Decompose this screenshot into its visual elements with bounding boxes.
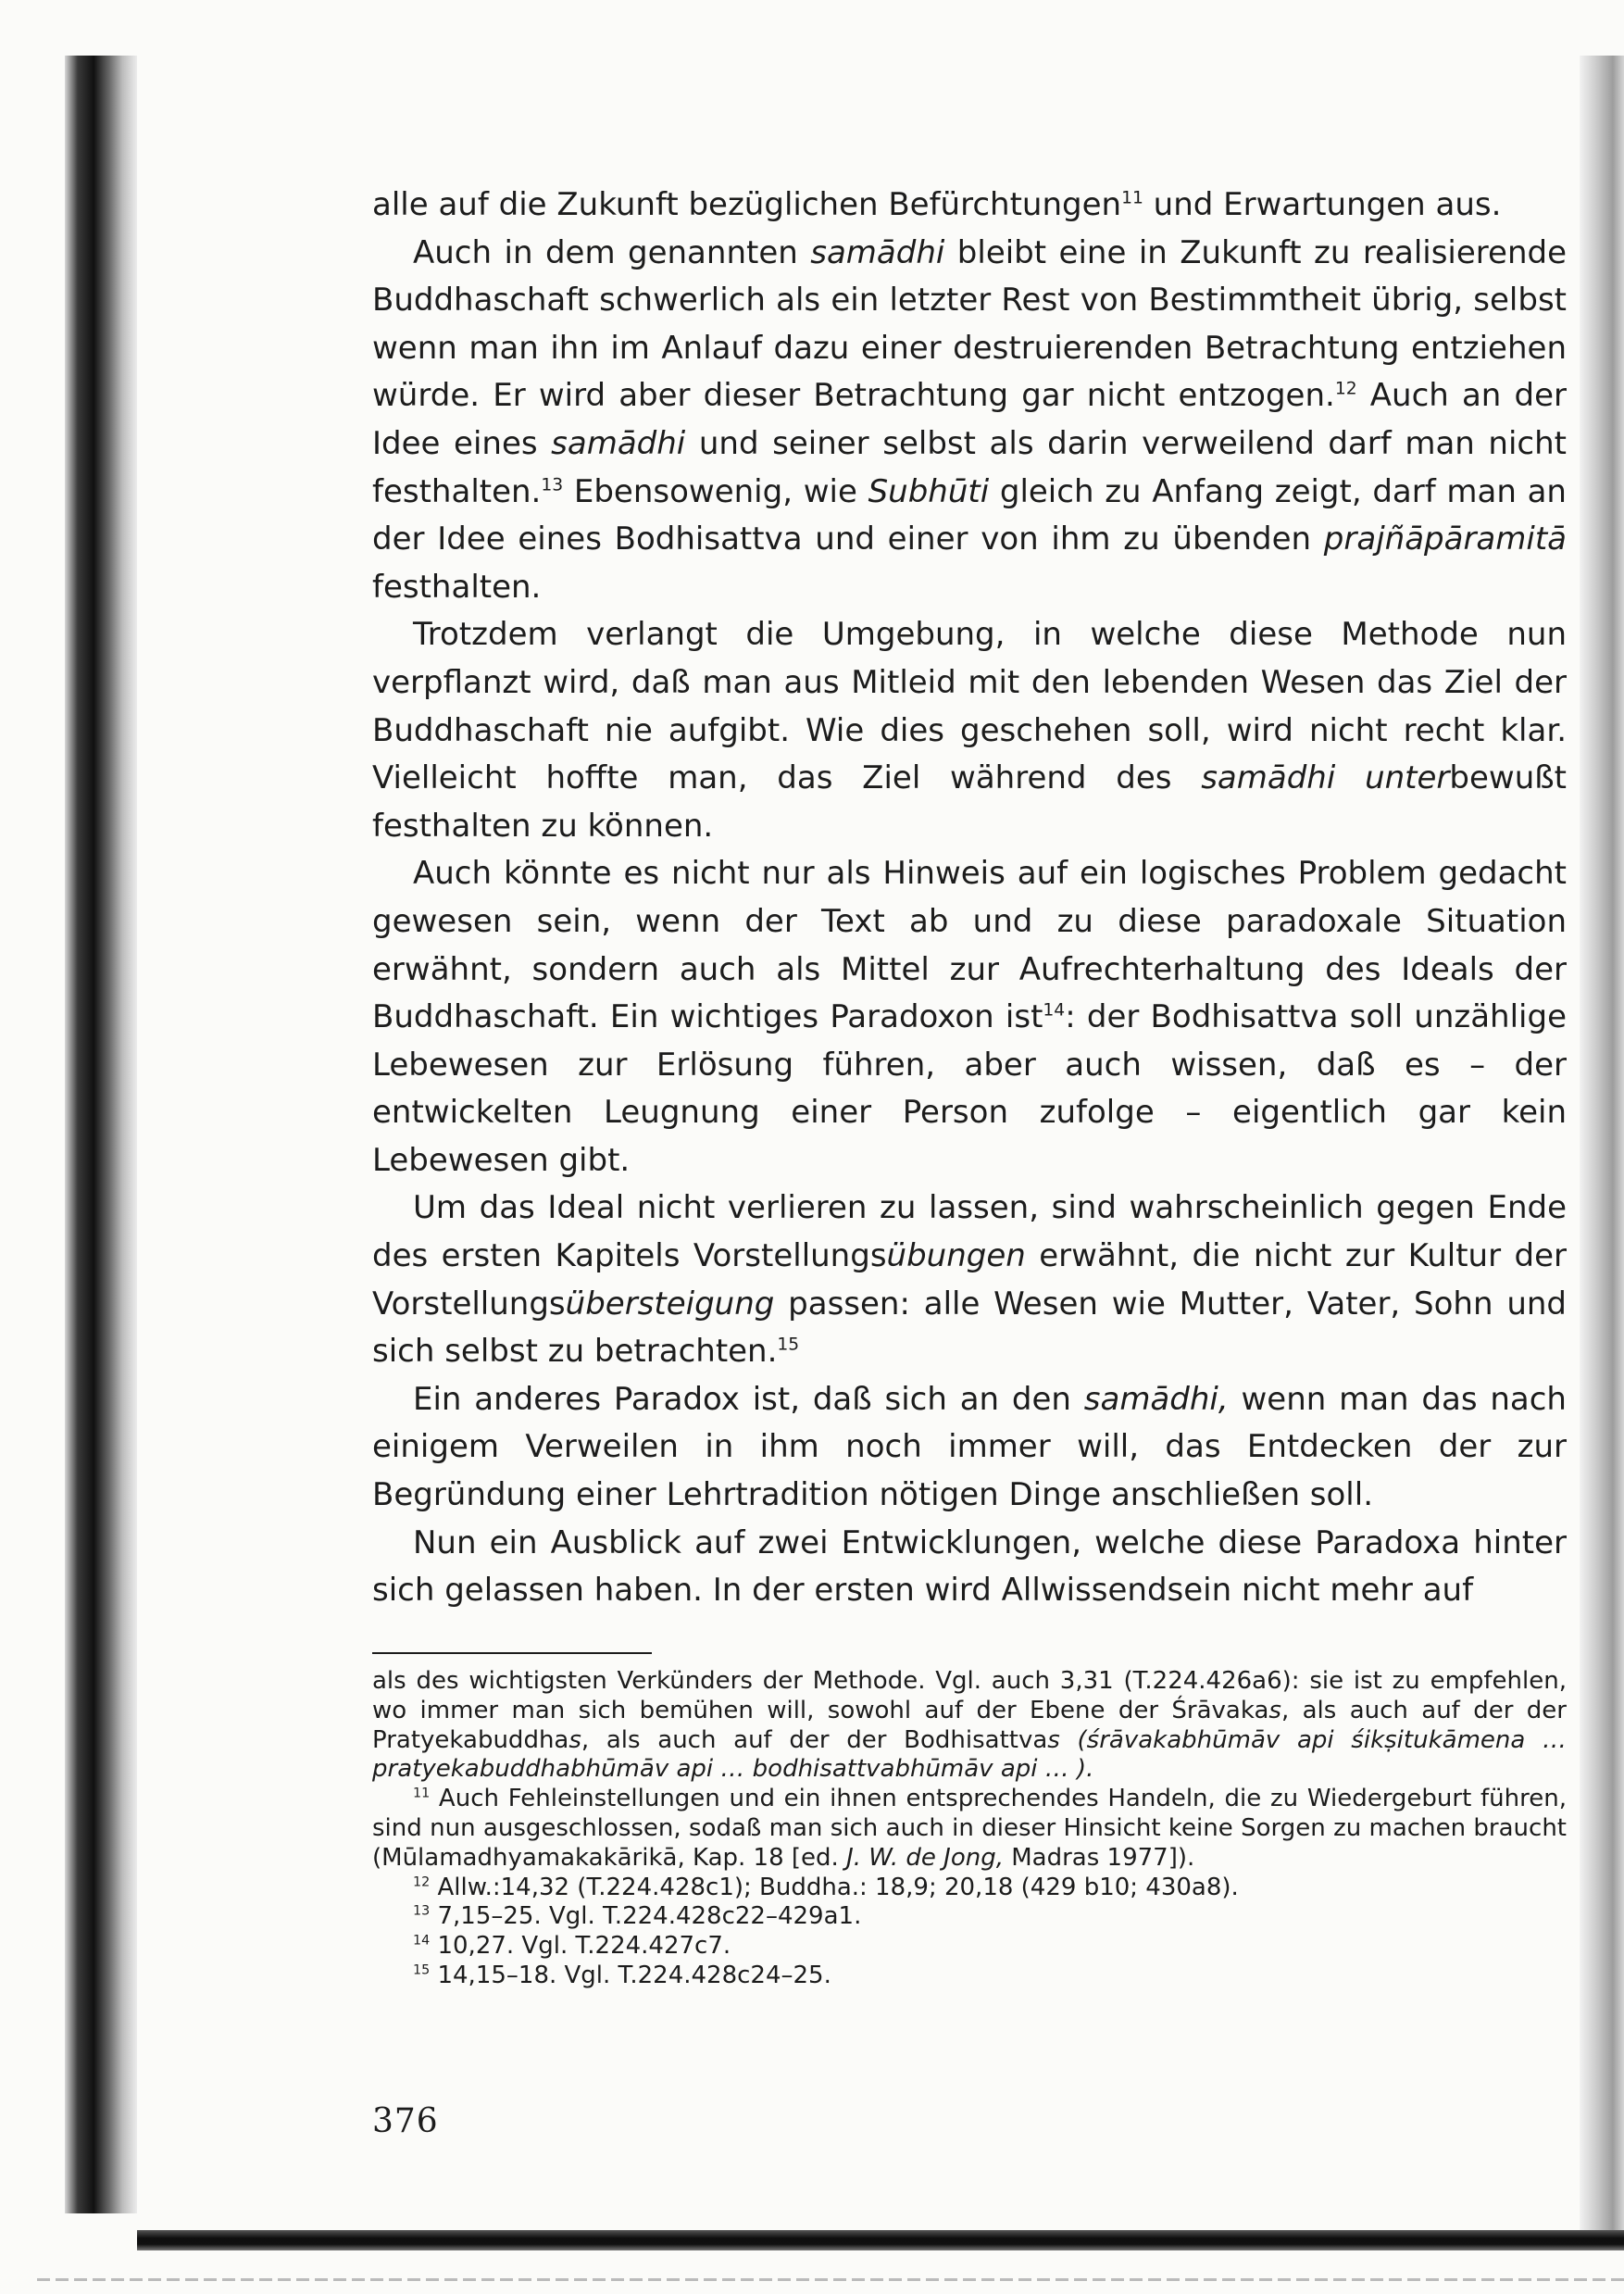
footnote-number: 14 bbox=[413, 1933, 431, 1949]
footnote-ref-15: 15 bbox=[777, 1335, 800, 1355]
italic-term: Subhūti bbox=[868, 472, 990, 510]
footnote-12 bbox=[372, 1874, 1567, 1903]
text-run: Um das Ideal nicht verlieren zu lassen, sind wahrscheinlich gegen Ende des ersten Kapitels Vorstellungs bbox=[372, 1189, 1567, 1275]
paragraph-7 bbox=[372, 1520, 1567, 1615]
text-run: erwähnt, die nicht zur Kultur der Vorstellungs bbox=[372, 1237, 1567, 1322]
footnote-ref-12: 12 bbox=[1334, 380, 1357, 400]
text-run: 7,15–25. Vgl. T.224.428c22–429a1. bbox=[430, 1902, 862, 1931]
footnote-number: 12 bbox=[413, 1874, 431, 1889]
page-number: 376 bbox=[372, 2102, 439, 2140]
paragraph-5 bbox=[372, 1185, 1567, 1375]
bottom-scan-dots bbox=[37, 2278, 1624, 2281]
text-run: , als auch auf der der Pratyekabuddha bbox=[372, 1696, 1567, 1754]
footnote-ref-14: 14 bbox=[1043, 1000, 1066, 1021]
text-run: als des wichtigsten Verkünders der Methode. Vgl. auch 3,31 (T.224.426a6): sie ist zu empfehlen, wo immer man sich bemühen will, sowohl auf der Ebene der Śrāvaka bbox=[372, 1667, 1567, 1724]
footnote-rule bbox=[372, 1652, 652, 1654]
paragraph-2 bbox=[372, 230, 1567, 612]
text-run: 10,27. Vgl. T.224.427c7. bbox=[430, 1932, 731, 1961]
text-run: Nun ein Ausblick auf zwei Entwicklungen, welche diese Paradoxa hinter sich gelassen haben. In der ersten wird Allwissendsein nicht mehr auf bbox=[372, 1523, 1567, 1610]
text-run: Auch könnte es nicht nur als Hinweis auf ein logisches Problem gedacht gewesen sein, wenn der Text ab und zu diese paradoxale Situation erwähnt, sondern auch als Mittel zur Aufrechterhaltung des Ideals der Buddhaschaft. Ein wichtiges Paradoxon ist bbox=[372, 855, 1567, 1036]
italic-term: unter bbox=[1365, 759, 1450, 797]
text-run: , als auch auf der der Bodhisattva bbox=[581, 1725, 1048, 1754]
binding-shadow bbox=[65, 56, 137, 2213]
footnote-13 bbox=[372, 1902, 1567, 1932]
footnote-11 bbox=[372, 1785, 1567, 1873]
footnote-number: 13 bbox=[413, 1903, 431, 1919]
footnote-number: 15 bbox=[413, 1962, 431, 1978]
italic-term: (śrāvakabhūmāv api śikṣitukāmena … pratyekabuddhabhūmāv api … bodhisattvabhūmāv api … ). bbox=[372, 1725, 1567, 1784]
text-run: Auch Fehleinstellungen und ein ihnen entsprechendes Handeln, die zu Wiedergeburt führen, sind nun ausgeschlossen, sodaß man sich auch in dieser Hinsicht keine Sorgen zu machen braucht (Mūlamadhyamakakārikā, Kap. 18 [ed. bbox=[372, 1785, 1567, 1872]
text-run: bleibt eine in Zukunft zu realisierende Buddhaschaft schwerlich als ein letzter Rest von Bestimmtheit übrig, selbst wenn man ihn im Anlauf dazu einer destruierenden Betrachtung entziehen würde. Er wird aber dieser Betrachtung gar nicht entzogen. bbox=[372, 233, 1567, 415]
footnote-ref-13: 13 bbox=[541, 475, 564, 495]
footnote-15 bbox=[372, 1962, 1567, 1991]
paragraph-3 bbox=[372, 611, 1567, 850]
text-run: Auch in dem genannten bbox=[413, 233, 811, 271]
page-edge-shadow bbox=[1580, 56, 1624, 2241]
italic-term: s bbox=[1047, 1725, 1060, 1754]
bottom-scan-border bbox=[137, 2230, 1624, 2250]
italic-term: J. W. de Jong, bbox=[846, 1843, 1004, 1872]
italic-term: prajñāpāramitā bbox=[1323, 520, 1567, 558]
text-run: festhalten. bbox=[372, 568, 542, 606]
italic-term: samādhi bbox=[810, 233, 945, 271]
italic-term: samādhi bbox=[1201, 759, 1336, 797]
italic-term: s bbox=[1268, 1696, 1281, 1724]
text-run: und seiner selbst als darin verweilend darf man nicht festhalten. bbox=[372, 424, 1567, 510]
footnote-ref-11: 11 bbox=[1121, 188, 1143, 208]
footnote-number: 11 bbox=[413, 1786, 431, 1801]
text-run: Trotzdem verlangt die Umgebung, in welche diese Methode nun verpflanzt wird, daß man aus Mitleid mit den lebenden Wesen das Ziel der Buddhaschaft nie aufgibt. Wie dies geschehen soll, wird nicht recht klar. Vielleicht hoffte man, das Ziel während des bbox=[372, 616, 1567, 797]
italic-term: übersteigung bbox=[565, 1285, 775, 1322]
text-run: Ein anderes Paradox ist, daß sich an den bbox=[413, 1380, 1084, 1418]
text-run: bewußt festhalten zu können. bbox=[372, 759, 1567, 845]
paragraph-1 bbox=[372, 182, 1567, 230]
footnote-continuation bbox=[372, 1667, 1567, 1785]
text-run: Auch an der Idee eines bbox=[372, 377, 1567, 462]
text-run: gleich zu Anfang zeigt, darf man an der Idee eines Bodhisattva und einer von ihm zu übenden bbox=[372, 472, 1567, 558]
text-run: passen: alle Wesen wie Mutter, Vater, Sohn und sich selbst zu betrachten. bbox=[372, 1285, 1567, 1371]
text-run: wenn man das nach einigem Verweilen in ihm noch immer will, das Entdecken der zur Begründung einer Lehrtradition nötigen Dinge anschließen soll. bbox=[372, 1380, 1567, 1514]
footnote-14 bbox=[372, 1932, 1567, 1962]
text-run: : der Bodhisattva soll unzählige Lebewesen zur Erlösung führen, aber auch wissen, daß es – der entwickelten Leugnung einer Person zufolge – eigentlich gar kein Lebewesen gibt. bbox=[372, 998, 1567, 1179]
italic-term: übungen bbox=[886, 1237, 1026, 1275]
text-run: Allw.:14,32 (T.224.428c1); Buddha.: 18,9; 20,18 (429 b10; 430a8). bbox=[430, 1873, 1239, 1901]
italic-term: samādhi bbox=[551, 424, 686, 462]
text-run: 14,15–18. Vgl. T.224.428c24–25. bbox=[430, 1961, 831, 1989]
text-run: Ebensowenig, wie bbox=[563, 472, 868, 510]
footnotes bbox=[372, 1667, 1567, 1991]
paragraph-4 bbox=[372, 850, 1567, 1185]
text-run: Madras 1977]). bbox=[1003, 1843, 1195, 1872]
text-run: alle auf die Zukunft bezüglichen Befürchtungen bbox=[372, 186, 1122, 223]
text-run: und Erwartungen aus. bbox=[1143, 186, 1502, 223]
italic-term: samādhi, bbox=[1083, 1380, 1229, 1418]
paragraph-6 bbox=[372, 1376, 1567, 1520]
italic-term: s bbox=[568, 1725, 581, 1754]
main-text bbox=[372, 182, 1567, 1615]
